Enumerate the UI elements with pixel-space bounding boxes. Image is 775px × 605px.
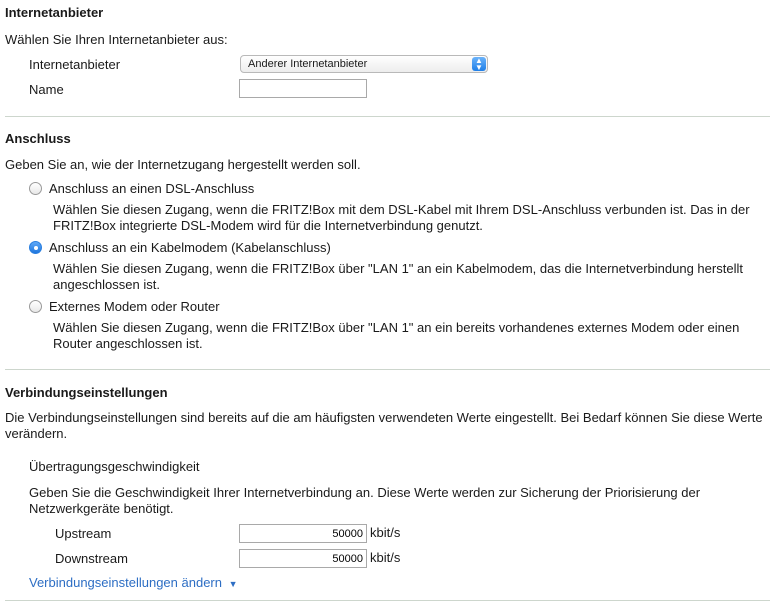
radio-external-description: Wählen Sie diesen Zugang, wenn die FRITZ!Box über "LAN 1" an ein bereits vorhandenes externes Modem oder einen Router angeschlossen ist.	[53, 320, 740, 351]
radio-cable-description: Wählen Sie diesen Zugang, wenn die FRITZ!Box über "LAN 1" an ein Kabelmodem, das die Internetverbindung herstellt angeschlossen ist.	[53, 261, 743, 292]
downstream-input[interactable]	[239, 549, 367, 568]
divider	[5, 369, 770, 370]
triangle-down-icon: ▼	[228, 579, 238, 589]
upstream-label: Upstream	[55, 526, 112, 541]
divider	[5, 600, 770, 601]
radio-cable-label[interactable]: Anschluss an ein Kabelmodem (Kabelanschluss)	[49, 240, 331, 255]
section-heading-connection: Anschluss	[5, 131, 71, 146]
radio-dsl-description: Wählen Sie diesen Zugang, wenn die FRITZ!Box mit dem DSL-Kabel mit Ihrem DSL-Anschluss verbunden ist. Das in der FRITZ!Box integrierte DSL-Modem wird für die Internetverbindung genutzt.	[53, 202, 750, 233]
name-input[interactable]	[239, 79, 367, 98]
radio-dsl-label[interactable]: Anschluss an einen DSL-Anschluss	[49, 181, 255, 196]
radio-external[interactable]	[29, 300, 42, 313]
provider-intro: Wählen Sie Ihren Internetanbieter aus:	[5, 32, 228, 47]
name-label: Name	[29, 82, 64, 97]
select-arrows-icon: ▲ ▼	[472, 57, 486, 71]
radio-external-label[interactable]: Externes Modem oder Router	[49, 299, 220, 314]
change-settings-link[interactable]	[29, 575, 238, 590]
change-settings-link-label[interactable]: Verbindungseinstellungen ändern	[29, 575, 222, 590]
speed-intro: Geben Sie die Geschwindigkeit Ihrer Internetverbindung an. Diese Werte werden zur Sicherung der Priorisierung der Netzwerkgeräte benötigt.	[29, 485, 701, 516]
upstream-unit: kbit/s	[370, 525, 401, 540]
upstream-input[interactable]	[239, 524, 367, 543]
provider-select[interactable]	[240, 55, 488, 73]
radio-dsl[interactable]	[29, 182, 42, 195]
provider-select-value: Anderer Internetanbieter	[248, 58, 368, 70]
divider	[5, 116, 770, 117]
radio-cable[interactable]	[29, 241, 42, 254]
provider-label: Internetanbieter	[29, 57, 121, 72]
connection-intro: Geben Sie an, wie der Internetzugang hergestellt werden soll.	[5, 157, 361, 172]
settings-intro: Die Verbindungseinstellungen sind bereits auf die am häufigsten verwendeten Werte eingestellt. Bei Bedarf können Sie diese Werte verändern.	[5, 410, 763, 441]
downstream-unit: kbit/s	[370, 550, 401, 565]
section-heading-provider: Internetanbieter	[5, 5, 104, 20]
downstream-label: Downstream	[55, 551, 128, 566]
section-heading-settings: Verbindungseinstellungen	[5, 385, 168, 400]
speed-heading: Übertragungsgeschwindigkeit	[29, 459, 200, 474]
